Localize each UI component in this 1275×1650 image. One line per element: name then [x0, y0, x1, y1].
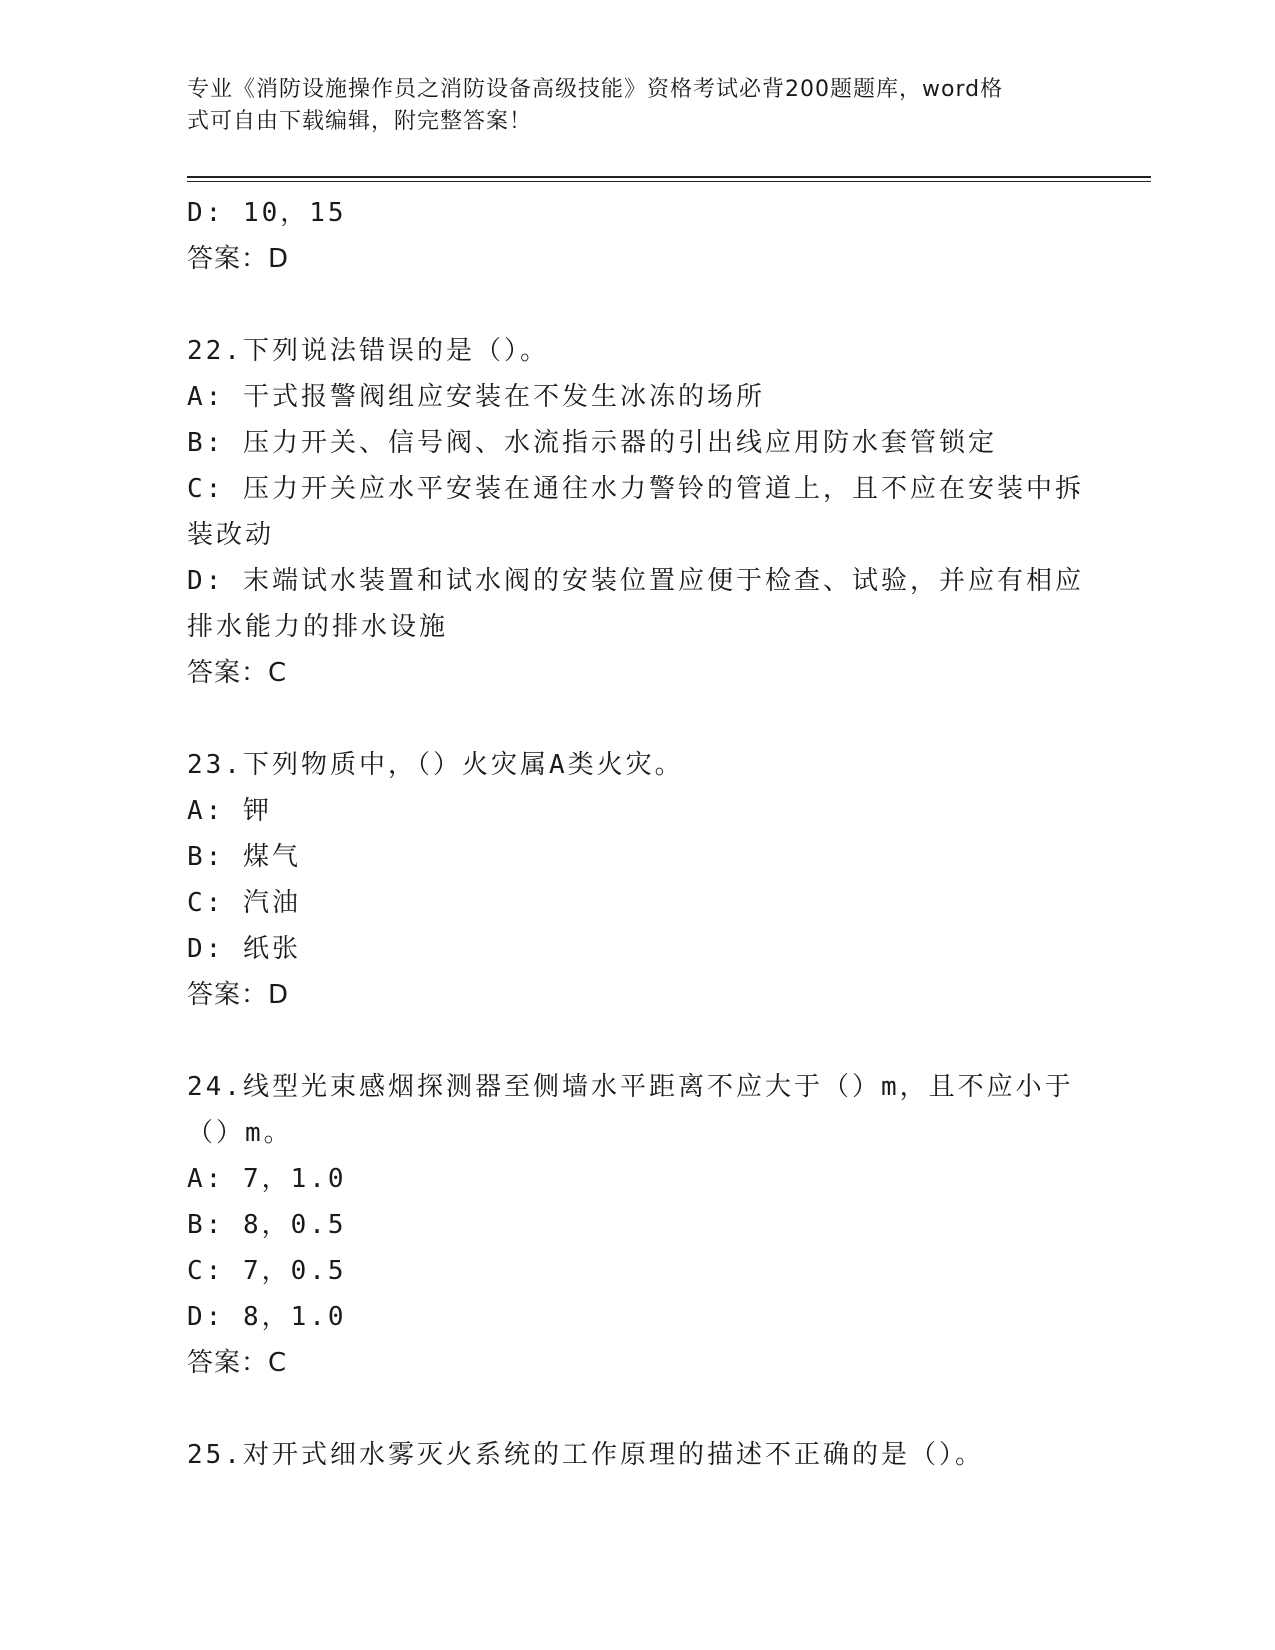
option-b: B: 煤气 [187, 842, 301, 872]
option-d: D: 10，15 [187, 198, 347, 228]
answer: 答案：C [187, 1348, 288, 1378]
question-24 [187, 1064, 1087, 1386]
answer: 答案：D [187, 980, 290, 1010]
option-c: C: 汽油 [187, 888, 301, 918]
option-a: A: 7，1.0 [187, 1164, 347, 1194]
question-22 [187, 328, 1087, 696]
spacer [187, 1386, 1087, 1432]
option-b: B: 压力开关、信号阀、水流指示器的引出线应用防水套管锁定 [187, 428, 997, 458]
spacer [187, 282, 1087, 328]
header-divider-thin [187, 181, 1151, 182]
option-d: D: 8，1.0 [187, 1302, 347, 1332]
question-text: 25.对开式细水雾灭火系统的工作原理的描述不正确的是（）。 [187, 1440, 984, 1470]
option-d-line-2: 排水能力的排水设施 [187, 612, 449, 642]
option-d-line-1: D: 末端试水装置和试水阀的安装位置应便于检查、试验，并应有相应 [187, 566, 1084, 596]
question-content [187, 190, 1087, 1478]
answer: 答案：D [187, 244, 290, 274]
question-text-line-2: （）m。 [187, 1118, 293, 1148]
option-a: A: 钾 [187, 796, 272, 826]
option-b: B: 8，0.5 [187, 1210, 347, 1240]
question-25 [187, 1432, 1087, 1478]
option-c-line-2: 装改动 [187, 520, 275, 550]
header-line-1: 专业《消防设施操作员之消防设备高级技能》资格考试必背200题题库，word格 [187, 77, 1004, 102]
header-line-2: 式可自由下载编辑，附完整答案！ [187, 109, 533, 134]
spacer [187, 696, 1087, 742]
question-text-line-1: 24.线型光束感烟探测器至侧墙水平距离不应大于（）m，且不应小于 [187, 1072, 1074, 1102]
header-divider-thick [187, 176, 1151, 178]
document-header [187, 74, 1067, 138]
question-23 [187, 742, 1087, 1018]
answer: 答案：C [187, 658, 288, 688]
spacer [187, 1018, 1087, 1064]
option-c-line-1: C: 压力开关应水平安装在通往水力警铃的管道上，且不应在安装中拆 [187, 474, 1084, 504]
question-text: 23.下列物质中，（）火灾属A类火灾。 [187, 750, 684, 780]
option-d: D: 纸张 [187, 934, 301, 964]
option-c: C: 7，0.5 [187, 1256, 347, 1286]
question-21-tail [187, 190, 1087, 282]
question-text: 22.下列说法错误的是（）。 [187, 336, 549, 366]
option-a: A: 干式报警阀组应安装在不发生冰冻的场所 [187, 382, 765, 412]
